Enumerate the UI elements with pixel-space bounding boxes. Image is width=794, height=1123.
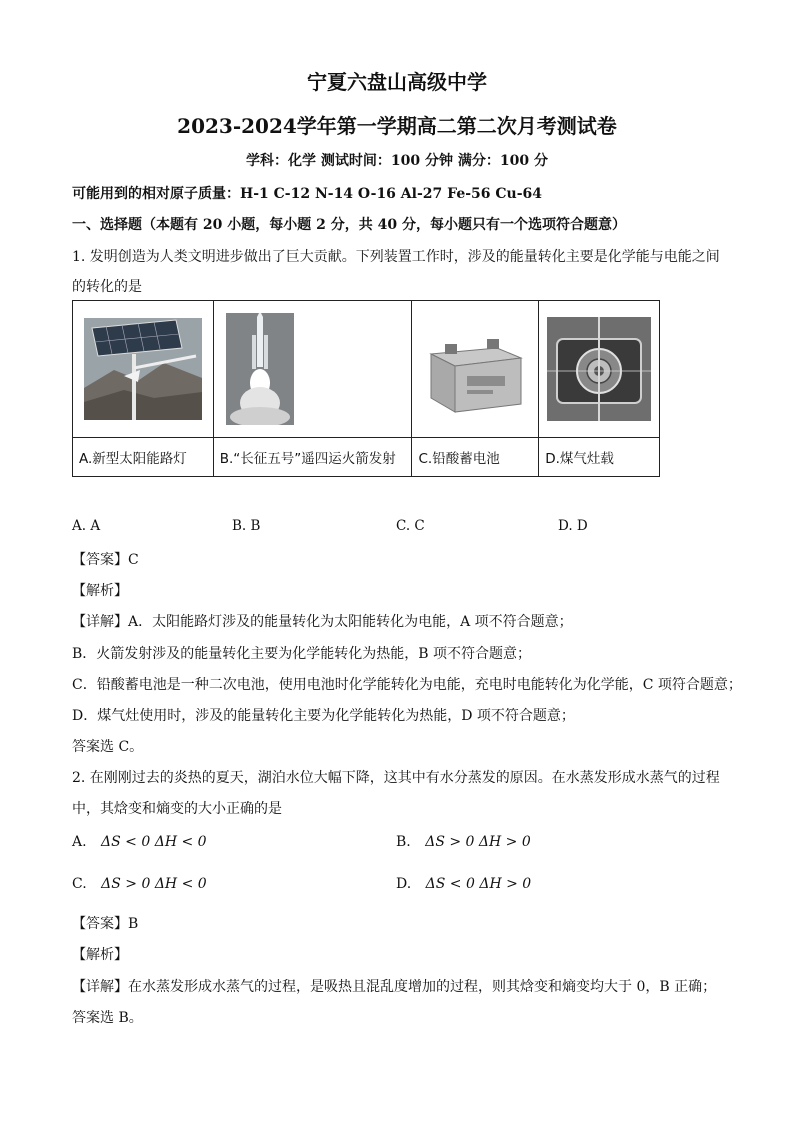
rocket-launch-image [213,301,412,438]
q1-detail-1: 【详解】A．太阳能路灯涉及的能量转化为太阳能转化为电能，A 项不符合题意； [72,614,573,630]
q2-option-d-expr: ΔS < 0 ΔH > 0 [425,876,532,892]
school-title: 宁夏六盘山高级中学 [307,70,487,94]
exam-title: 2023-2024学年第一学期高二第二次月考测试卷 [177,114,617,138]
q2-option-a [72,834,207,850]
q1-detail-2: B．火箭发射涉及的能量转化主要为化学能转化为热能，B 项不符合题意； [72,646,532,662]
q1-caption-a: A.新型太阳能路灯 [73,438,214,477]
q1-detail-5: 答案选 C。 [72,739,144,755]
q1-analysis-label: 【解析】 [72,583,128,599]
q2-option-b [396,834,531,850]
q2-option-a-label: A. [72,834,87,850]
battery-icon [423,324,527,414]
rocket-icon [226,313,294,425]
q1-caption-c: C.铅酸蓄电池 [412,438,539,477]
q2-detail-2: 答案选 B。 [72,1010,143,1026]
exam-info: 学科：化学 测试时间：100 分钟 满分：100 分 [246,153,548,169]
q1-detail-3: C．铅酸蓄电池是一种二次电池，使用电池时化学能转化为电能，充电时电能转化为化学能，C 项符合题意； [72,677,742,693]
q2-option-d [396,876,531,892]
q1-option-c: C. C [396,518,425,534]
solar-streetlight-icon [84,318,202,420]
q1-option-d: D. D [558,518,588,534]
q1-stem-line2: 的转化的是 [72,279,142,295]
q1-image-table [72,300,660,477]
q1-caption-b: B.“长征五号”遥四运火箭发射 [213,438,412,477]
atomic-masses: 可能用到的相对原子质量：H-1 C-12 N-14 O-16 Al-27 Fe-56 Cu-64 [72,186,543,202]
q1-answer: 【答案】C [72,552,139,568]
q1-stem-line1: 1. 发明创造为人类文明进步做出了巨大贡献。下列装置工作时，涉及的能量转化主要是化学能与电能之间 [72,249,720,265]
lead-acid-battery-image [412,301,539,438]
gas-stove-icon [547,317,651,421]
q2-option-c-label: C. [72,876,87,892]
q2-detail-1: 【详解】在水蒸发形成水蒸气的过程，是吸热且混乱度增加的过程，则其焓变和熵变均大于 0，B 正确； [72,979,717,995]
q2-stem-line2: 中，其焓变和熵变的大小正确的是 [72,801,282,817]
q1-option-b: B. B [232,518,261,534]
section-title: 一、选择题（本题有 20 小题，每小题 2 分，共 40 分，每小题只有一个选项符合题意） [72,217,626,233]
q1-detail-4: D．煤气灶使用时，涉及的能量转化主要为化学能转化为热能，D 项不符合题意； [72,708,575,724]
q2-option-b-label: B. [396,834,411,850]
q2-answer: 【答案】B [72,916,139,932]
q2-option-c-expr: ΔS > 0 ΔH < 0 [101,876,207,892]
q2-analysis-label: 【解析】 [72,947,128,963]
q1-option-a: A. A [72,518,101,534]
solar-streetlight-image [73,301,214,438]
q2-stem-line1: 2. 在刚刚过去的炎热的夏天，湖泊水位大幅下降，这其中有水分蒸发的原因。在水蒸发形成水蒸气的过程 [72,770,720,786]
q1-caption-d: D.煤气灶载 [539,438,660,477]
gas-stove-image [539,301,660,438]
q2-option-b-expr: ΔS > 0 ΔH > 0 [425,834,531,850]
q2-option-d-label: D. [396,876,412,892]
q2-option-c [72,876,207,892]
q2-option-a-expr: ΔS < 0 ΔH < 0 [101,834,207,850]
